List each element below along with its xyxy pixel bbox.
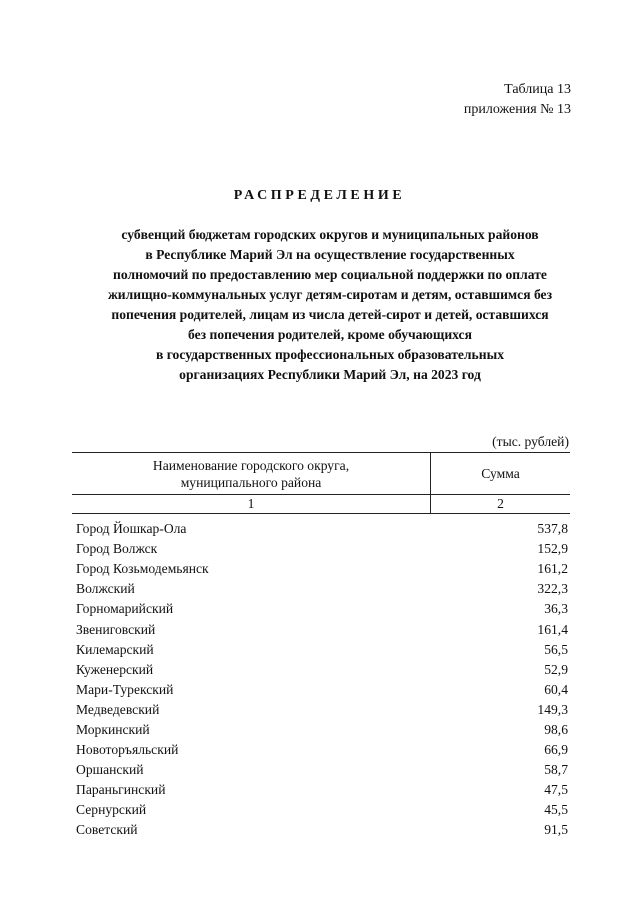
row-value: 52,9: [544, 661, 568, 677]
row-value: 149,3: [537, 701, 568, 717]
table-row: [76, 740, 568, 760]
column-number-1: 1: [72, 495, 431, 514]
row-name: Сернурский: [76, 802, 147, 818]
row-value: 161,2: [537, 561, 568, 577]
row-name: Горномарийский: [76, 601, 174, 617]
table-row: [76, 780, 568, 800]
row-name: Город Волжск: [76, 541, 158, 557]
row-value: 47,5: [544, 782, 568, 798]
subtitle-line: субвенций бюджетам городских округов и муниципальных районов: [121, 227, 539, 242]
row-value: 45,5: [544, 802, 568, 818]
row-value: 56,5: [544, 641, 568, 657]
subtitle-line: полномочий по предоставлению мер социальной поддержки по оплате: [113, 267, 547, 282]
table-row: [76, 820, 568, 840]
annex-line-table: Таблица 13: [504, 82, 571, 97]
row-name: Мари-Турекский: [76, 681, 174, 697]
row-name: Город Козьмодемьянск: [76, 561, 209, 577]
subtitle-line: без попечения родителей, кроме обучающихся: [188, 327, 472, 342]
table-row: [76, 760, 568, 780]
table-row: [76, 700, 568, 720]
row-name: Город Йошкар-Ола: [76, 521, 187, 537]
row-name: Новоторъяльский: [76, 742, 179, 758]
subtitle-line: жилищно-коммунальных услуг детям-сиротам и детям, оставшимся без: [107, 287, 553, 302]
row-value: 36,3: [544, 601, 568, 617]
column-header-amount: Сумма: [431, 453, 570, 495]
row-value: 537,8: [537, 521, 568, 537]
table-row: [76, 619, 568, 639]
subtitle-line: в государственных профессиональных образовательных: [155, 347, 504, 362]
column-number-2: 2: [431, 495, 570, 514]
table-body: [76, 519, 568, 841]
annex-line-appendix: приложения № 13: [463, 102, 571, 117]
row-value: 161,4: [537, 621, 568, 637]
row-value: 322,3: [537, 581, 568, 597]
table-row: [76, 519, 568, 539]
table-header: [72, 452, 570, 513]
row-value: 66,9: [544, 742, 568, 758]
row-value: 60,4: [544, 681, 568, 697]
row-name: Моркинский: [76, 721, 150, 737]
row-name: Куженерский: [76, 661, 154, 677]
document-subtitle: [80, 225, 580, 385]
table-row: [76, 640, 568, 660]
row-name: Медведевский: [76, 701, 160, 717]
row-value: 91,5: [544, 822, 568, 838]
column-header-name-line2: муниципального района: [180, 474, 322, 490]
table-row: [76, 680, 568, 700]
annex-reference: [464, 80, 571, 120]
subtitle-line: попечения родителей, лицам из числа детей-сирот и детей, оставшихся: [111, 307, 549, 322]
unit-label: (тыс. рублей): [492, 434, 569, 449]
row-name: Советский: [76, 822, 138, 838]
column-header-name: [72, 453, 431, 495]
row-value: 58,7: [544, 762, 568, 778]
table-row: [76, 660, 568, 680]
row-value: 152,9: [537, 541, 568, 557]
subtitle-line: в Республике Марий Эл на осуществление государственных: [145, 247, 515, 262]
document-heading: РАСПРЕДЕЛЕНИЕ: [233, 188, 406, 203]
table-row: [76, 539, 568, 559]
row-name: Килемарский: [76, 641, 154, 657]
table-row: [76, 559, 568, 579]
row-name: Волжский: [76, 581, 135, 597]
row-name: Звениговский: [76, 621, 156, 637]
table-row: [76, 800, 568, 820]
row-name: Параньгинский: [76, 782, 166, 798]
table-row: [76, 579, 568, 599]
table-row: [76, 720, 568, 740]
subtitle-line: организациях Республики Марий Эл, на 2023 год: [179, 367, 481, 382]
row-name: Оршанский: [76, 762, 144, 778]
table-row: [76, 599, 568, 619]
row-value: 98,6: [544, 721, 568, 737]
column-header-name-line1: Наименование городского округа,: [152, 457, 350, 473]
